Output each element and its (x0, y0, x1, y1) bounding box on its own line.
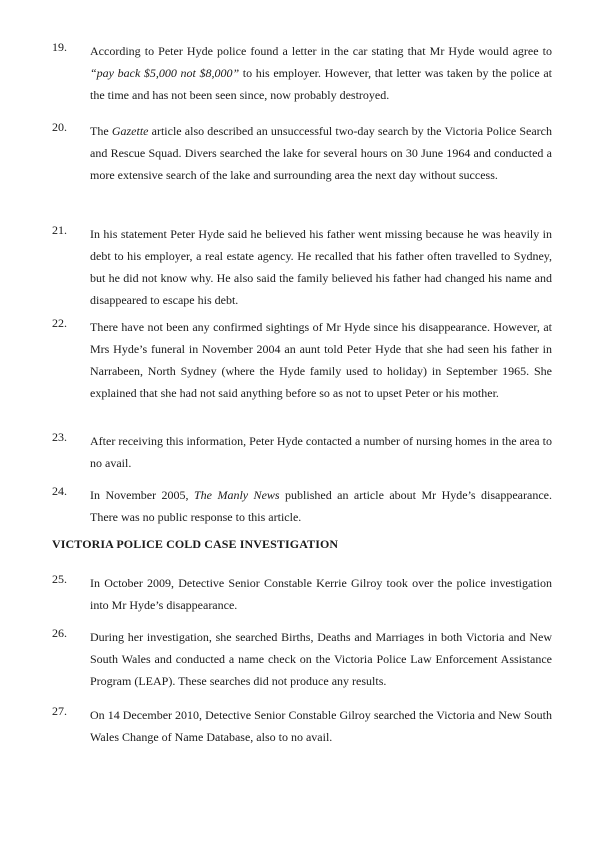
section-heading: VICTORIA POLICE COLD CASE INVESTIGATION (52, 537, 339, 551)
paragraph-number: 25. (52, 572, 67, 586)
text-run: published an article about Mr Hyde’s disappearance. There was no public response to this article. (90, 488, 552, 524)
paragraph-number: 27. (52, 704, 67, 718)
text-run: In his statement Peter Hyde said he believed his father went missing because he was heavily in debt to his employer, a real estate agency. He recalled that his father often travelled to Sydney, but he did not know why. He also said the family believed his father had changed his name and disappeared to escape his debt. (90, 227, 552, 307)
paragraph-23 (52, 430, 552, 474)
paragraph-25 (52, 572, 552, 616)
text-run: According to Peter Hyde police found a letter in the car stating that Mr Hyde would agree to (90, 44, 552, 58)
text-run: During her investigation, she searched Births, Deaths and Marriages in both Victoria and New South Wales and conducted a name check on the Victoria Police Law Enforcement Assistance Program (LEAP). These searches did not produce any results. (90, 630, 552, 688)
paragraph-26 (52, 626, 552, 692)
paragraph-text (90, 484, 552, 528)
paragraph-19 (52, 40, 552, 106)
paragraph-text (90, 316, 552, 404)
paragraph-number: 19. (52, 40, 67, 54)
paragraph-text (90, 626, 552, 692)
italic-text-run: “pay back $5,000 not $8,000” (90, 66, 240, 80)
text-run: to his employer. However, that letter was taken by the police at the time and has not been seen since, now probably destroyed. (90, 66, 552, 102)
paragraph-text (90, 704, 552, 748)
paragraph-27 (52, 704, 552, 748)
italic-text-run: The Manly News (194, 488, 280, 502)
paragraph-21 (52, 223, 552, 311)
paragraph-number: 22. (52, 316, 67, 330)
paragraph-22 (52, 316, 552, 404)
paragraph-text (90, 120, 552, 186)
paragraph-text (90, 572, 552, 616)
text-run: On 14 December 2010, Detective Senior Constable Gilroy searched the Victoria and New South Wales Change of Name Database, also to no avail. (90, 708, 552, 744)
text-run: article also described an unsuccessful two-day search by the Victoria Police Search and Rescue Squad. Divers searched the lake for several hours on 30 June 1964 and conducted a more extensive search of the lake and surrounding area the next day without success. (90, 124, 553, 182)
paragraph-number: 26. (52, 626, 67, 640)
text-run: There have not been any confirmed sightings of Mr Hyde since his disappearance. However, at Mrs Hyde’s funeral in November 2004 an aunt told Peter Hyde that she had seen his father in Narrabeen, North Sydney (where the Hyde family used to holiday) in September 1965. She explained that she had not said anything before so as not to upset Peter or his mother. (90, 320, 552, 400)
text-run: In November 2005, (90, 488, 194, 502)
paragraph-20 (52, 120, 552, 186)
italic-text-run: Gazette (111, 124, 149, 138)
paragraph-24 (52, 484, 552, 528)
text-run: The (90, 124, 112, 138)
paragraph-text (90, 223, 552, 311)
paragraph-text (90, 430, 552, 474)
paragraph-text (90, 40, 552, 106)
text-run: In October 2009, Detective Senior Constable Kerrie Gilroy took over the police investigation into Mr Hyde’s disappearance. (90, 576, 552, 612)
paragraph-number: 21. (52, 223, 67, 237)
paragraph-number: 24. (52, 484, 67, 498)
paragraph-number: 23. (52, 430, 67, 444)
text-run: After receiving this information, Peter Hyde contacted a number of nursing homes in the area to no avail. (90, 434, 552, 470)
paragraph-number: 20. (52, 120, 67, 134)
